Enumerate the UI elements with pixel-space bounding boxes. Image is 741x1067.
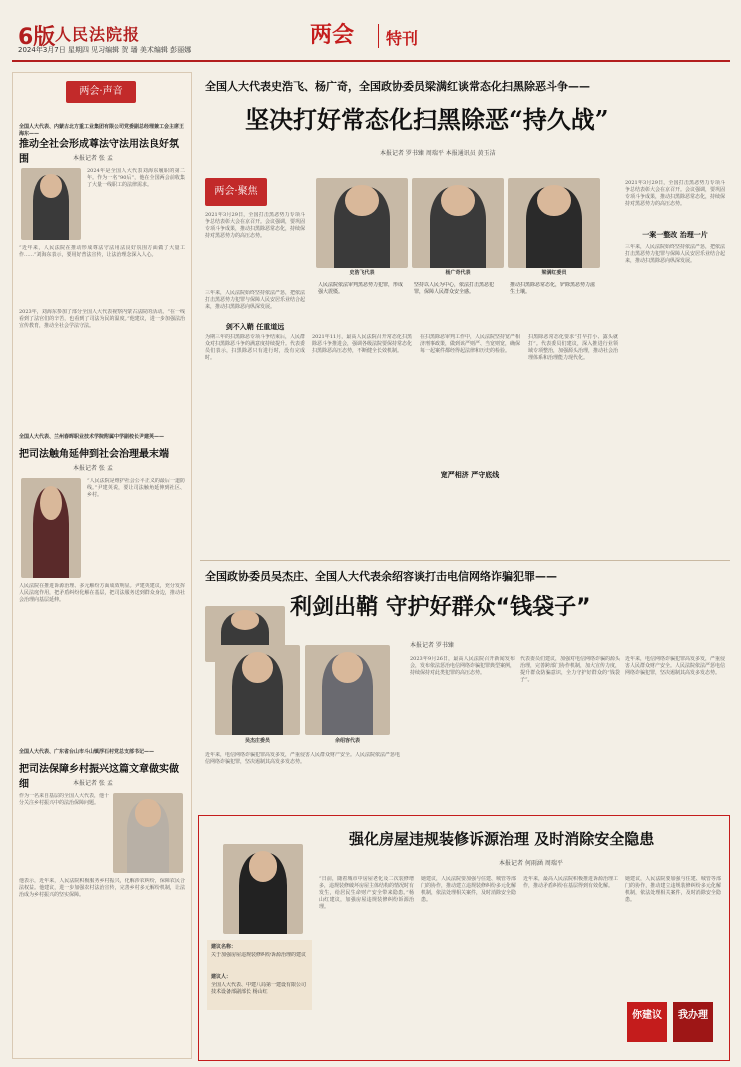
top-story-paragraph: 2021年3月29日，全国打击黑恶势力专项斗争总结表彰大会在京召开。会议强调，要巩固专项斗争成果，推动扫黑除恶常态化，持续保持对黑恶势力的高压态势。 bbox=[625, 180, 725, 207]
article-kicker: 全国人大代表、广东省台山市斗山镇浮石村党总支部书记—— bbox=[19, 749, 155, 755]
proposal-name-label: 建议名称： bbox=[211, 944, 237, 950]
middle-story-byline: 本报记者 罗书臻 bbox=[410, 642, 454, 649]
proposer: 全国人大代表、中建八局第一建设有限公司技术设备部副部长 杨山红 bbox=[211, 982, 307, 995]
article-body: “近年来，人民法院在推动形成尊法守法用法良好氛围方面做了大量工作……”刘海东表示，要用好普法宣传，让法治理念深入人心。 bbox=[19, 245, 185, 258]
stamp-i-handle: 我办理 bbox=[673, 1002, 713, 1042]
person-name: 杨广奇代表 bbox=[445, 270, 471, 276]
person-name: 吴杰庄委员 bbox=[244, 738, 270, 744]
paper-name: 人民法院报 bbox=[55, 25, 141, 44]
top-story-title: 坚决打好常态化扫黑除恶“持久战” bbox=[245, 105, 609, 134]
portrait-photo bbox=[21, 478, 81, 578]
article-title: 把司法触角延伸到社会治理最末端 bbox=[19, 449, 169, 460]
bottom-story-title: 强化房屋违规装修诉源治理 及时消除安全隐患 bbox=[349, 830, 655, 848]
page-number: 6版 bbox=[18, 25, 56, 50]
bottom-story-box bbox=[198, 815, 730, 1061]
person-name: 梁满红委员 bbox=[541, 270, 567, 276]
top-story-paragraph: 在扫黑除恶审判工作中，人民法院坚持宽严相济刑事政策，做到该严则严、当宽则宽，确保每一起案件都经得起法律和历史的检验。 bbox=[420, 334, 520, 354]
portrait-photo bbox=[223, 844, 303, 934]
article-body: 人民法院在推进诉源治理、多元解纷方面成效明显。尹建英建议，充分发挥人民法庭作用，把矛盾纠纷化解在基层，把司法服务送到群众身边，推动社会治理向基层延伸。 bbox=[19, 583, 185, 603]
top-story-paragraph: 2021年11月，最高人民法院召开常态化扫黑除恶斗争推进会，强调各级法院要保持常态化扫黑除恶高压态势，不断健全长效机制。 bbox=[312, 334, 412, 354]
section-subhead: 一案一整改 治理一片 bbox=[642, 231, 708, 239]
top-story-paragraph: 扫黑除恶常态化要求“打早打小、露头就打”。代表委员们建议，深入推进行业领域专项整治，加强源头治理，推动社会治理体系和治理能力现代化。 bbox=[528, 334, 618, 361]
bottom-story-paragraph: 她建议，人民法院要加强与住建、城管等部门的协作，推动建立违规装修纠纷多元化解机制，依法处理相关案件，及时消除安全隐患。 bbox=[421, 876, 516, 903]
masthead-rule bbox=[12, 60, 730, 62]
section-title: 两会 bbox=[310, 23, 355, 48]
bottom-story-paragraph: 近年来，最高人民法院积极推进诉源治理工作，推动矛盾纠纷在基层得到有效化解。 bbox=[523, 876, 618, 889]
middle-story-paragraph: 近年来，电信网络诈骗犯罪高发多发，严重侵害人民群众财产安全。人民法院依法严惩电信网络诈骗犯罪，坚决遏制其高发多发态势。 bbox=[205, 752, 400, 765]
portrait-photo bbox=[215, 645, 300, 735]
masthead bbox=[0, 0, 741, 62]
article-kicker: 全国人大代表、兰州春晖职业技术学院附属中学副校长尹建英—— bbox=[19, 434, 165, 440]
middle-story-paragraph: 代表委员们建议，加强对电信网络诈骗的源头治理，完善跨部门协作机制，加大宣传力度，提升群众防骗意识，全力守护好群众的“钱袋子”。 bbox=[520, 656, 620, 683]
article-byline: 本报记者 张 孟 bbox=[73, 780, 113, 787]
bottom-story-paragraph: 她建议，人民法院要加强与住建、城管等部门的协作，推动建立违规装修纠纷多元化解机制，依法处理相关案件，及时消除安全隐患。 bbox=[625, 876, 721, 903]
bottom-story-paragraph: “日前，随着城市中房屋老化及二次装修增多，违规装修破坏房屋主体结构的情况时有发生，给居民生命财产安全带来隐患。”杨山红建议，加强房屋违规装修纠纷诉源治理。 bbox=[319, 876, 414, 910]
section-subhead: 剑不入鞘 任重道远 bbox=[225, 323, 285, 331]
article-byline: 本报记者 张 孟 bbox=[73, 465, 113, 472]
proposal-card bbox=[207, 940, 312, 1010]
top-story-byline: 本报记者 罗书臻 周瑞平 本报通讯员 黄玉洁 bbox=[380, 150, 496, 157]
top-story-paragraph: 为期三年的扫黑除恶专项斗争结束后，人民群众对扫黑除恶斗争的满意度持续提升。代表委员们表示，扫黑除恶只有进行时，没有完成时。 bbox=[205, 334, 305, 361]
article-title: 推动全社会形成尊法守法用法良好氛围 bbox=[19, 139, 179, 165]
middle-story-kicker: 全国政协委员吴杰庄、全国人大代表余绍容谈打击电信网络诈骗犯罪—— bbox=[205, 570, 557, 583]
section-subtitle: 特刊 bbox=[386, 29, 419, 48]
story-divider bbox=[200, 560, 730, 561]
article-body: 2023年，刘海东参加了部分全国人大代表视察内蒙古法院的活动。“在一线看到了法官们的辛苦，也看到了司法为民的温度。”他建议，进一步加强法治宣传教育，推动全社会学法守法。 bbox=[19, 309, 185, 329]
top-story-paragraph: 2021年3月29日，全国打击黑恶势力专项斗争总结表彰大会在京召开。会议强调，要巩固专项斗争成果，推动扫黑除恶常态化，持续保持对黑恶势力的高压态势。 bbox=[205, 212, 305, 239]
middle-story-paragraph: 近年来，电信网络诈骗犯罪高发多发，严重侵害人民群众财产安全。人民法院依法严惩电信网络诈骗犯罪，坚决遏制其高发多发态势。 bbox=[625, 656, 725, 676]
stamp-you-suggest: 你建议 bbox=[627, 1002, 667, 1042]
section-divider bbox=[378, 24, 379, 48]
article-title: 把司法保障乡村振兴这篇文章做实做细 bbox=[19, 764, 179, 790]
person-quote: 人民法院依法审判黑恶势力犯罪，形成强大震慑。 bbox=[318, 282, 404, 295]
bottom-story-byline: 本报记者 何雨涵 周瑞平 bbox=[499, 860, 563, 867]
column-badge: 两会·声音 bbox=[66, 81, 136, 103]
top-story-paragraph: 三年来，人民法院始终坚持依法严惩，把依法打击黑恶势力犯罪与保障人民安居乐业结合起来，推动扫黑除恶向纵深发展。 bbox=[205, 290, 305, 310]
person-quote: 推动扫黑除恶常态化，铲除黑恶势力滋生土壤。 bbox=[510, 282, 596, 295]
article-lead: 作为一名来自基层的全国人大代表，他十分关注乡村振兴中的法治保障问题。 bbox=[19, 793, 109, 806]
top-story-kicker: 全国人大代表史浩飞、杨广奇，全国政协委员梁满红谈常态化扫黑除恶斗争—— bbox=[205, 80, 590, 93]
proposer-label: 建议人： bbox=[211, 974, 232, 980]
person-name: 史浩飞代表 bbox=[349, 270, 375, 276]
proposal-name: 关于加强房屋违规装修纠纷诉源治理的建议 bbox=[211, 952, 307, 958]
article-lead: “人民法院是维护社会公平正义的最后一道防线。”尹建英说，要让司法触角延伸到社区、乡村。 bbox=[87, 478, 185, 498]
top-story-badge: 两会·聚焦 bbox=[205, 178, 267, 206]
portrait-photo bbox=[412, 178, 504, 268]
person-quote: 坚持以人民为中心，依法打击黑恶犯罪，保障人民群众安全感。 bbox=[414, 282, 495, 295]
article-kicker: 全国人大代表、内蒙古北方重工业集团有限公司党委副总经理兼工会主席王海东—— bbox=[19, 124, 185, 137]
portrait-photo bbox=[21, 168, 81, 240]
dateline: 2024年3月7日 星期四 见习编辑 贺 璠 美术编辑 彭丽娜 bbox=[18, 46, 192, 54]
section-subhead: 宽严相济 严守底线 bbox=[440, 471, 500, 479]
portrait-photo bbox=[305, 645, 390, 735]
top-story-paragraph: 三年来，人民法院始终坚持依法严惩，把依法打击黑恶势力犯罪与保障人民安居乐业结合起来，推动扫黑除恶向纵深发展。 bbox=[625, 244, 725, 264]
middle-story-paragraph: 2023年9月26日，最高人民法院召开新闻发布会，发布依法惩治电信网络诈骗犯罪典型案例，持续保持对此类犯罪的高压态势。 bbox=[410, 656, 515, 676]
article-body: 他表示，近年来，人民法院积极服务乡村振兴，化解涉农纠纷，保障农民合法权益。他建议，进一步加强农村法治宣传，完善乡村多元解纷机制，让法治成为乡村振兴的坚实保障。 bbox=[19, 878, 185, 898]
portrait-photo bbox=[316, 178, 408, 268]
article-lead: 2024年是全国人大代表刘海东履职的第二年。作为一名“90后”，他在全国两会前收集了大量一线职工的法律需求。 bbox=[87, 168, 185, 188]
portrait-photo bbox=[113, 793, 183, 873]
article-byline: 本报记者 张 孟 bbox=[73, 155, 113, 162]
middle-story-title: 利剑出鞘 守护好群众“钱袋子” bbox=[290, 595, 591, 620]
portrait-photo bbox=[508, 178, 600, 268]
person-name: 余绍容代表 bbox=[334, 738, 360, 744]
left-column bbox=[12, 72, 192, 1059]
